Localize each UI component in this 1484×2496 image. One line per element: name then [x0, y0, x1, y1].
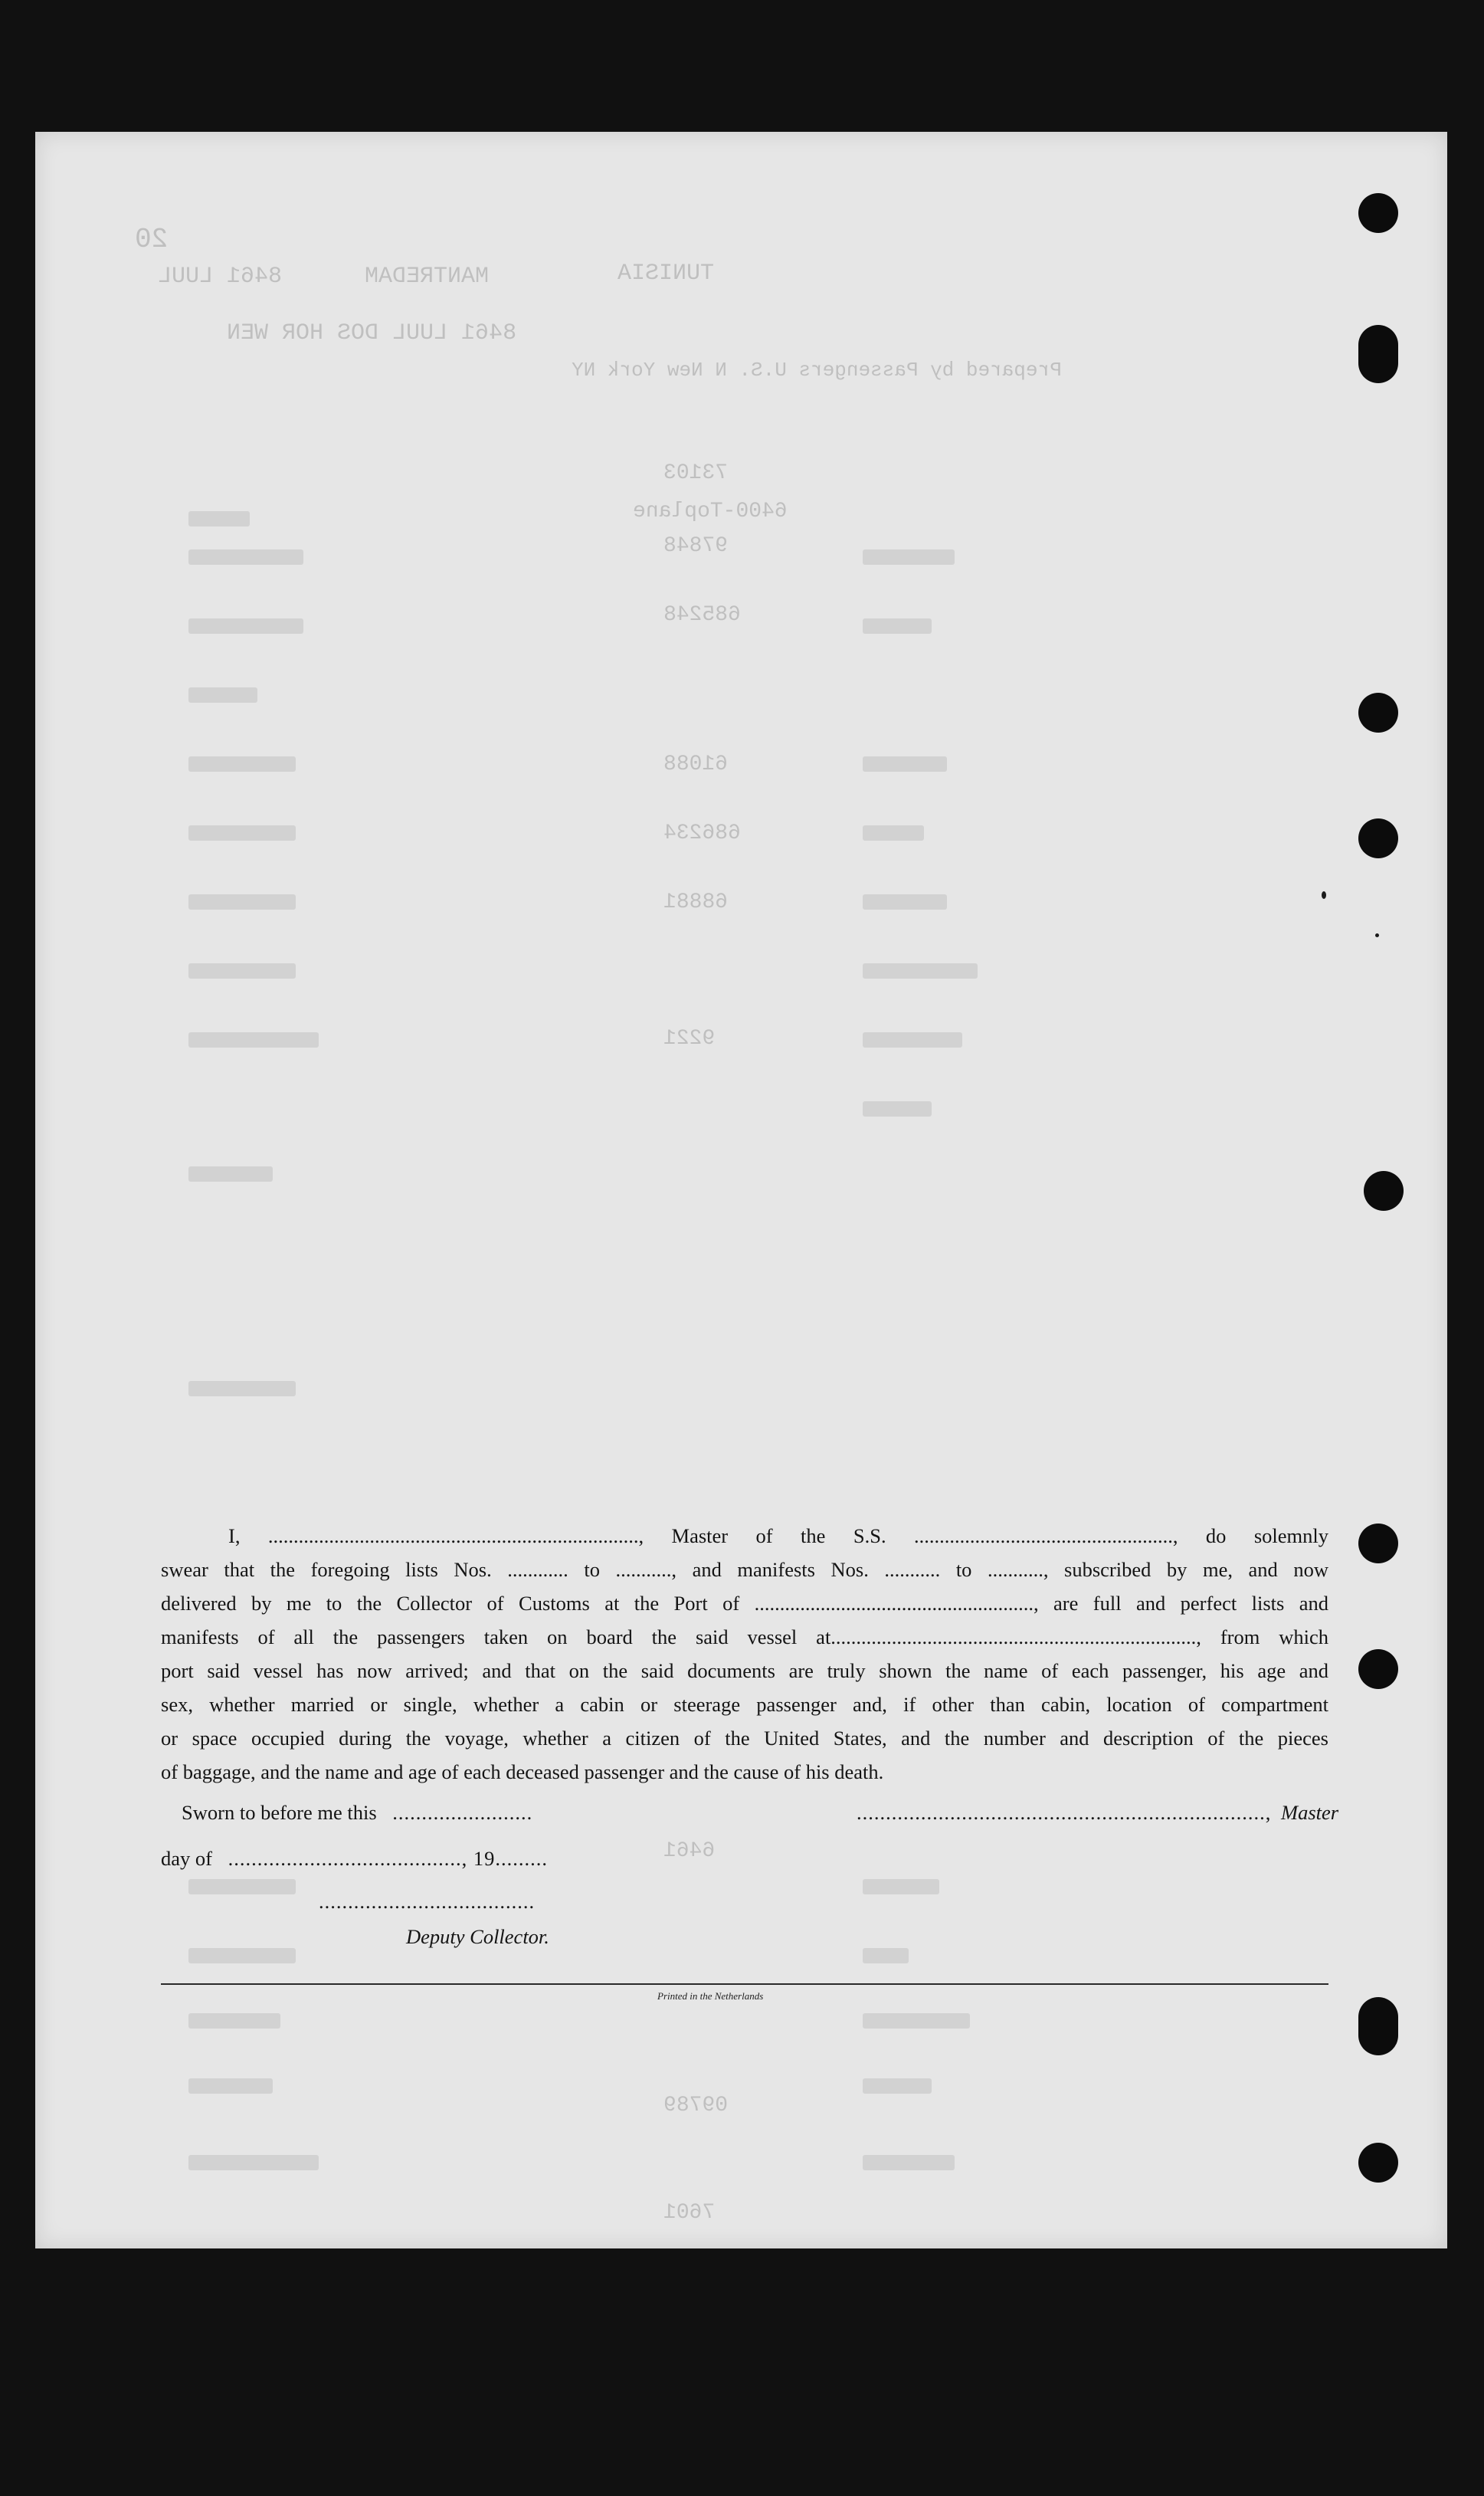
ghost-row-mark [188, 1166, 273, 1182]
oath-line: port said vessel has now arrived; and that on the said documents are truly shown the name of each passenger, his age and [161, 1659, 1328, 1682]
ghost-row-mark [188, 963, 296, 979]
oath-line-last: of baggage, and the name and age of each deceased passenger and the cause of his death. [161, 1760, 884, 1783]
ghost-row-mark [863, 1101, 932, 1117]
ghost-page-number: 20 [135, 224, 169, 255]
ghost-row-mark [863, 825, 924, 841]
ghost-row-mark [188, 687, 257, 703]
oath-line: or space occupied during the voyage, whether a citizen of the United States, and the number and description of the pieces [161, 1727, 1328, 1750]
collector-dots-row [319, 1890, 535, 1914]
punch-hole [1358, 1524, 1398, 1563]
ghost-row-mark [863, 756, 947, 772]
ghost-row-mark [863, 1032, 962, 1048]
ghost-row-mark [188, 2155, 319, 2170]
day-row [161, 1847, 548, 1871]
ghost-entry: 686234 [663, 822, 741, 845]
punch-hole [1364, 1171, 1404, 1211]
ghost-row-mark [188, 894, 296, 910]
master-signature-blank: ......................................................................, [857, 1801, 1272, 1824]
sworn-row [182, 1801, 532, 1825]
ghost-row-mark [863, 2013, 970, 2029]
ghost-row-mark [188, 2078, 273, 2094]
oath-line: I, ........................................................................., Master of the S.S. ..................................................., do solemnly [228, 1524, 1328, 1547]
ghost-row-mark [863, 1879, 939, 1894]
ghost-row-mark [188, 1879, 296, 1894]
document-page [35, 132, 1447, 2248]
ghost-entry: 61088 [663, 753, 729, 776]
ghost-row-mark [188, 618, 303, 634]
punch-hole [1358, 818, 1398, 858]
sworn-date-blank: ........................ [392, 1801, 533, 1824]
collector-signature-blank: ..................................... [319, 1890, 536, 1913]
ghost-row-mark [188, 1032, 319, 1048]
ghost-entry: 685248 [663, 603, 741, 627]
ghost-entry: 09789 [663, 2094, 729, 2117]
ghost-entry: 7601 [663, 2201, 716, 2225]
deputy-collector-label: Deputy Collector. [406, 1925, 549, 1948]
printer-imprint: Printed in the Netherlands [657, 1990, 764, 2002]
ghost-row-mark [863, 894, 947, 910]
ghost-header-right: TUNISIA [618, 261, 715, 287]
dust-speck [1375, 933, 1379, 937]
oath-line: delivered by me to the Collector of Customs at the Port of ......................................................., are full and perfect lists and [161, 1592, 1328, 1615]
ghost-sub-line: 8461 LUUL DOS HOR WEN [227, 320, 517, 346]
oath-line: manifests of all the passengers taken on board the said vessel at........................................................................, from which [161, 1625, 1328, 1648]
master-label: Master [1281, 1801, 1339, 1824]
ghost-header-mid: MANTREDAM [365, 264, 490, 290]
ghost-row-mark [863, 549, 955, 565]
ghost-row-mark [188, 756, 296, 772]
ghost-row-mark [188, 511, 250, 526]
ghost-row-mark [188, 825, 296, 841]
ghost-row-mark [863, 618, 932, 634]
punch-hole [1358, 325, 1398, 383]
ghost-row-mark [188, 2013, 280, 2029]
ghost-row-mark [188, 549, 303, 565]
ghost-entry: 68881 [663, 890, 729, 914]
ghost-entry: 6400-Toplane [633, 500, 788, 523]
dust-speck [1322, 891, 1326, 899]
oath-line: sex, whether married or single, whether a cabin or steerage passenger and, if other than cabin, location of compartment [161, 1693, 1328, 1716]
punch-hole [1358, 2143, 1398, 2183]
punch-hole [1358, 1997, 1398, 2055]
ghost-row-mark [863, 2155, 955, 2170]
punch-hole [1358, 1649, 1398, 1689]
punch-hole [1358, 193, 1398, 233]
ghost-entry: 97848 [663, 534, 729, 558]
ghost-row-mark [863, 963, 978, 979]
day-label: day of [161, 1847, 212, 1870]
oath-line: swear that the foregoing lists Nos. ............ to ..........., and manifests Nos. ........... to ..........., subscribed by me, and now [161, 1558, 1328, 1581]
ghost-entry: 6461 [663, 1839, 716, 1863]
punch-hole [1358, 693, 1398, 733]
ghost-sub-line-2: Prepared by Passengers U.S. N New York NY [572, 359, 1062, 382]
master-signature-row [857, 1801, 1338, 1825]
ghost-row-mark [863, 2078, 932, 2094]
day-blank: ........................................, 19......... [228, 1847, 548, 1870]
ghost-entry: 73103 [663, 461, 729, 485]
oath-paragraph [161, 1519, 1328, 1789]
ghost-row-mark [188, 1381, 296, 1396]
sworn-label: Sworn to before me this [182, 1801, 377, 1824]
ghost-row-mark [863, 1948, 909, 1963]
ghost-row-mark [188, 1948, 296, 1963]
ghost-entry: 9221 [663, 1027, 716, 1051]
footer-rule [161, 1983, 1328, 1985]
ghost-header-left: 8461 LUUL [158, 264, 283, 290]
